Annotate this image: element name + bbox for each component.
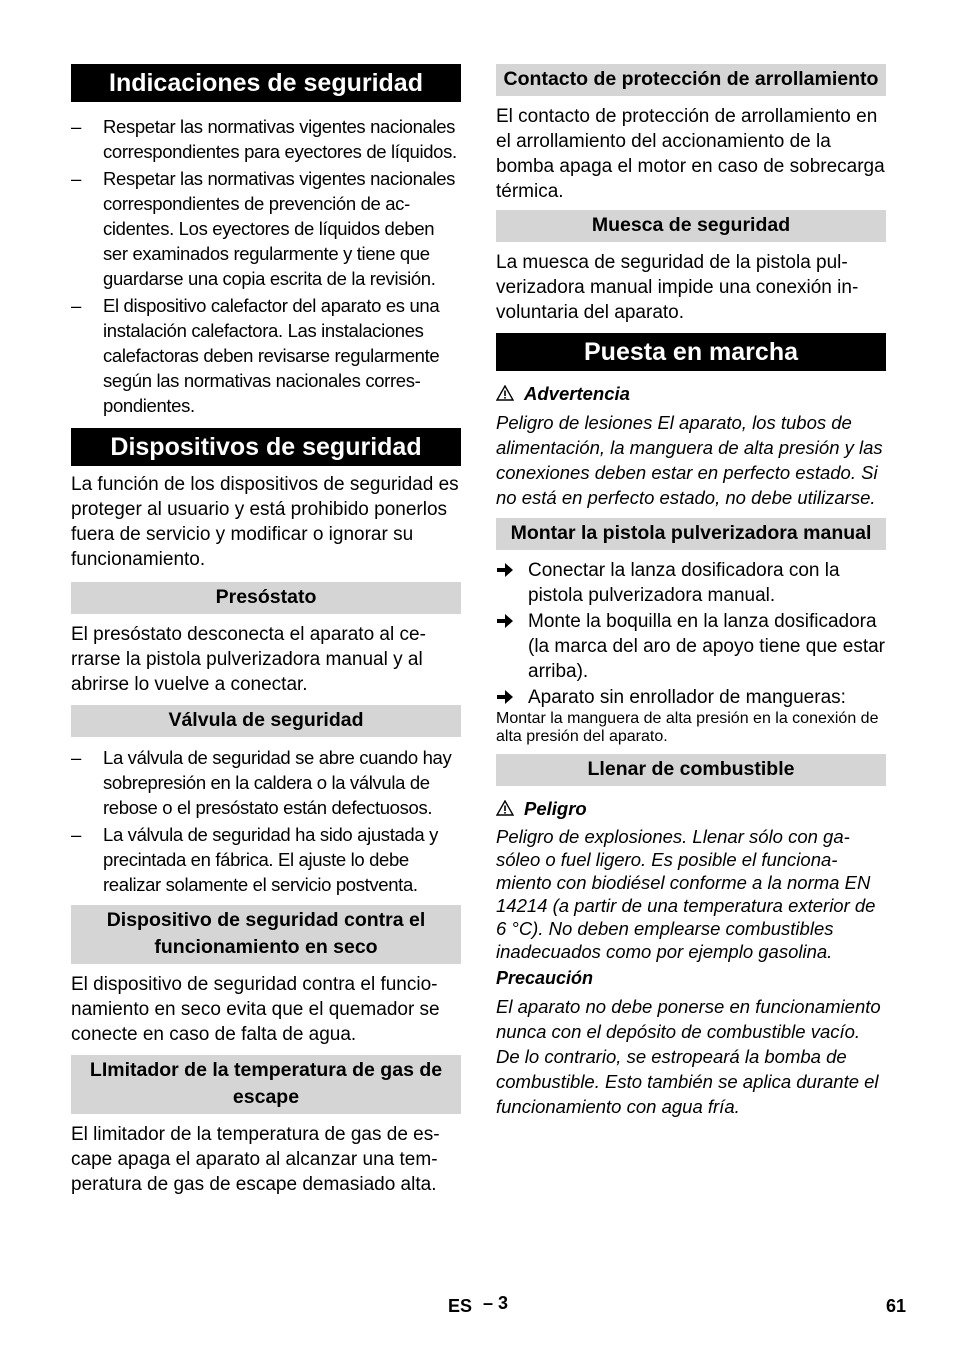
- caution-paragraph: El aparato no debe ponerse en funcionamiento nunca con el depósito de combustible vacío. De lo contrario, se estropeará la bomba de combustible. Esto también se aplica durante el funcionamiento con agua fría.: [496, 996, 881, 1117]
- arrow-right-icon: [496, 561, 514, 579]
- subsection-valvula: Válvula de seguridad: [71, 705, 461, 737]
- valvula-list: [71, 745, 461, 897]
- warning-paragraph: Peligro de lesiones El aparato, los tubos de alimentación, la manguera de alta presión y las conexiones deben estar en perfecto estado. Si no está en perfecto estado, no debe utilizarse.: [496, 412, 883, 508]
- section-title-safety-indications: Indicaciones de seguridad: [71, 64, 461, 102]
- subsection-refuel: Llenar de combustible: [496, 754, 886, 786]
- safety-list: [71, 114, 461, 418]
- list-item: – El dispositivo calefactor del aparato es una instalación calefactora. Las instalaciones calefactoras deben revisarse regularmente según las normativas nacionales correspondientes.: [71, 295, 440, 416]
- footer-page-number: 61: [885, 1296, 906, 1316]
- danger-heading: [496, 796, 886, 821]
- arrow-right-icon: [496, 612, 514, 630]
- right-column: [496, 64, 886, 1119]
- danger-paragraph: Peligro de explosiones. Llenar sólo con gasóleo o fuel ligero. Es posible el funcionamiento con biodiésel conforme a la norma EN 14214 (a partir de una temperatura exterior de 6 °C). No deben emplearse combustibles inadecuados como por ejemplo gasolina.: [496, 826, 876, 962]
- left-column: [71, 64, 461, 1197]
- dry-run-paragraph: El dispositivo de seguridad contra el funcionamiento en seco evita que el quemador se conecte en caso de falta de agua.: [71, 974, 440, 1045]
- subsection-exhaust-limiter: LImitador de la temperatura de gas de escape: [71, 1055, 461, 1114]
- subsection-safety-catch: Muesca de seguridad: [496, 210, 886, 242]
- step-item: Aparato sin enrollador de mangueras:: [496, 685, 886, 710]
- dash-bullet: –: [71, 295, 81, 316]
- step-continuation: Montar la manguera de alta presión en la conexión de alta presión del aparato.: [496, 710, 879, 745]
- dash-bullet: –: [71, 168, 81, 189]
- caution-label: Precaución: [496, 968, 594, 988]
- subsection-winding-protection: Contacto de protección de arrollamiento: [496, 64, 886, 96]
- step-item: Conectar la lanza dosificadora con la pistola pulverizadora manual.: [496, 558, 886, 608]
- footer-language: ES: [448, 1296, 473, 1316]
- winding-protection-paragraph: El contacto de protección de arrollamiento en el arrollamiento del accionamiento de la bomba apaga el motor en caso de sobrecarga térmica.: [496, 106, 885, 202]
- warning-triangle-icon: [496, 385, 514, 401]
- subsection-mount-spray-gun: Montar la pistola pulverizadora manual: [496, 518, 886, 550]
- list-item: – La válvula de seguridad se abre cuando hay sobrepresión en la caldera o la válvula de rebose o el presóstato están defectuosos.: [71, 747, 452, 818]
- devices-paragraph: La función de los dispositivos de seguridad es proteger al usuario y está prohibido ponerlos fuera de servicio y modificar o ignorar su funcionamiento.: [71, 474, 459, 570]
- subsection-dry-run: Dispositivo de seguridad contra el funcionamiento en seco: [71, 905, 461, 964]
- section-title-start-up: Puesta en marcha: [496, 333, 886, 371]
- dash-bullet: –: [71, 747, 81, 768]
- list-item: – La válvula de seguridad ha sido ajustada y precintada en fábrica. El ajuste lo debe realizar solamente el servicio postventa.: [71, 824, 438, 895]
- step-item: Monte la boquilla en la lanza dosificadora (la marca del aro de apoyo tiene que estar arriba).: [496, 609, 886, 684]
- subsection-presostato: Presóstato: [71, 582, 461, 614]
- danger-label: Peligro: [524, 798, 587, 819]
- list-item: – Respetar las normativas vigentes nacionales correspondientes para eyectores de líquidos.: [71, 116, 457, 162]
- warning-label: Advertencia: [524, 383, 630, 404]
- exhaust-limiter-paragraph: El limitador de la temperatura de gas de escape apaga el aparato al alcanzar una temperatura de gas de escape demasiado alta.: [71, 1124, 440, 1195]
- warning-heading: [496, 381, 886, 406]
- section-title-safety-devices: Dispositivos de seguridad: [71, 428, 461, 466]
- dash-bullet: –: [71, 824, 81, 845]
- safety-catch-paragraph: La muesca de seguridad de la pistola pulverizadora manual impide una conexión involuntaria del aparato.: [496, 252, 859, 323]
- presostato-paragraph: El presóstato desconecta el aparato al cerrarse la pistola pulverizadora manual y al abrirse lo vuelve a conectar.: [71, 624, 426, 695]
- arrow-right-icon: [496, 688, 514, 706]
- footer-section-page: – 3: [483, 1293, 509, 1313]
- mount-steps-list: [496, 558, 886, 710]
- dash-bullet: –: [71, 116, 81, 137]
- list-item: – Respetar las normativas vigentes nacionales correspondientes de prevención de accidentes. Los eyectores de líquidos deben ser examinados regularmente y tiene que guardarse una copia escrita de la revisión.: [71, 168, 456, 289]
- warning-triangle-icon: [496, 800, 514, 816]
